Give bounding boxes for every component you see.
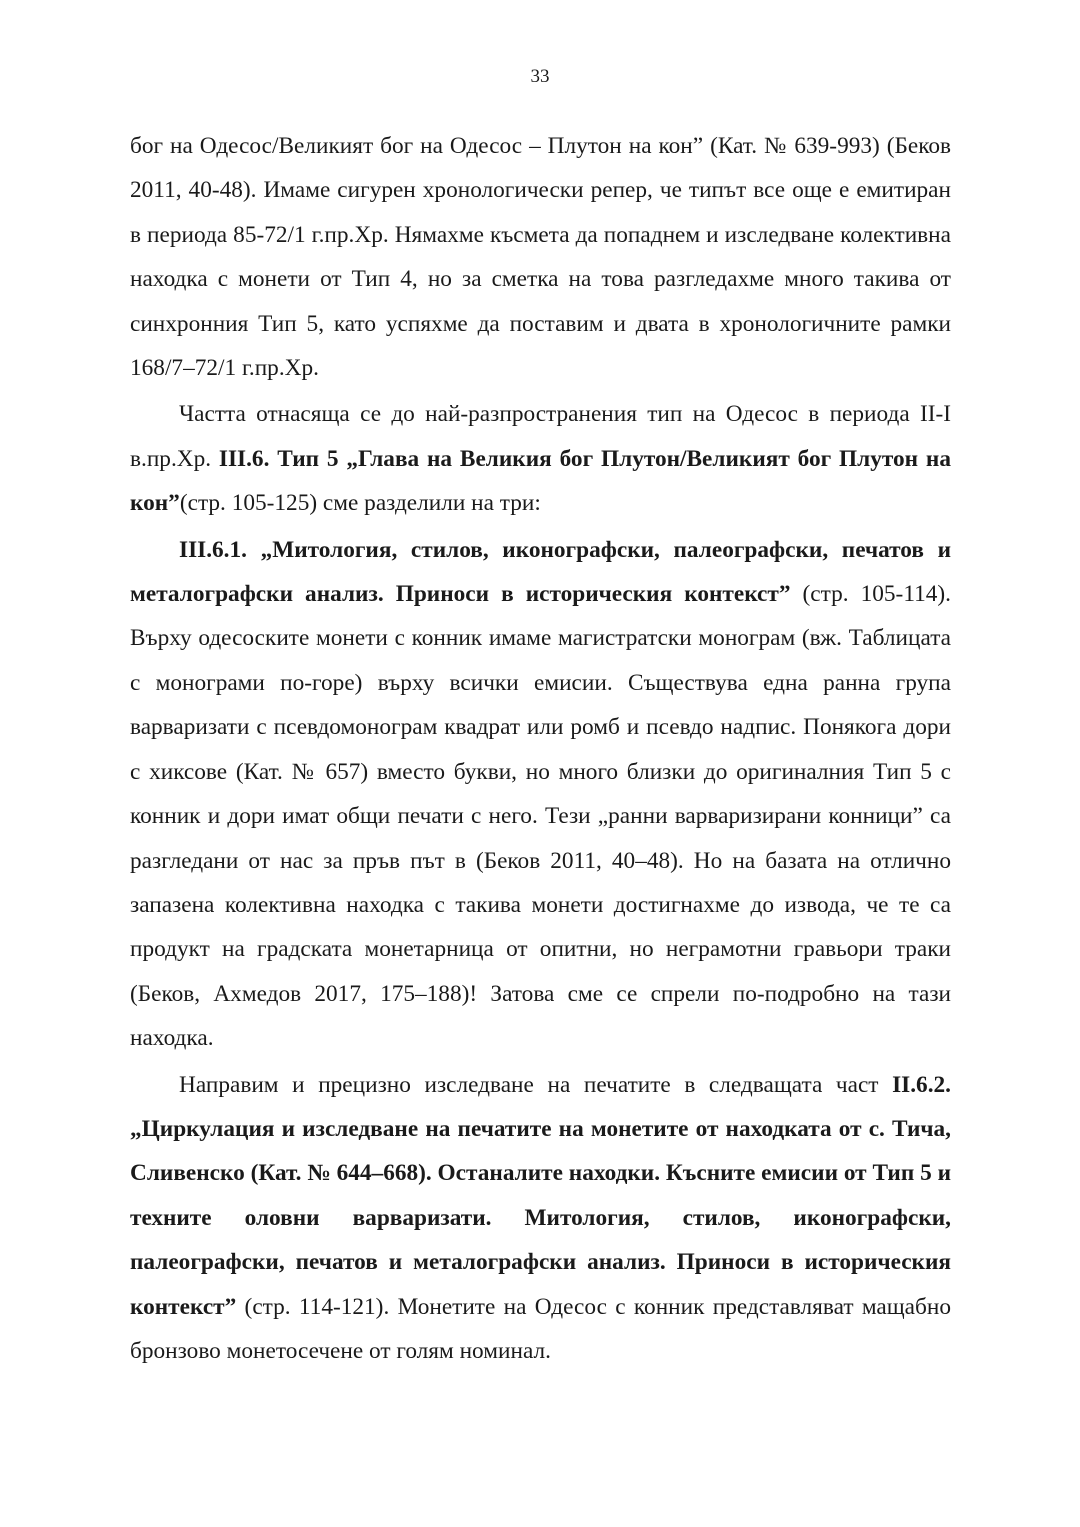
paragraph-3-heading: III.6.1. „Митология, стилов, иконографски, палеографски, печатов и металографски анализ. Приноси в историческия контекст” bbox=[130, 536, 951, 608]
paragraph-2-lead: Частта отнасяща се до най-разпространения тип на Одесос в периода II-I в.пр.Хр. bbox=[130, 401, 951, 472]
paragraph-4-tail: (стр. 114-121). Монетите на Одесос с конник представляват мащабно бронзово монетосечене от голям номинал. bbox=[130, 1293, 951, 1364]
paragraph-1 bbox=[130, 124, 951, 390]
page-number: 33 bbox=[530, 66, 550, 87]
paragraph-4 bbox=[130, 1063, 951, 1374]
paragraph-2 bbox=[130, 392, 951, 525]
paragraph-2-heading: III.6. Тип 5 „Глава на Великия бог Плутон/Великият бог Плутон на кон” bbox=[130, 445, 951, 517]
paragraph-4-heading: II.6.2. „Циркулация и изследване на печатите на монетите от находката от с. Тича, Сливенско (Кат. № 644–668). Останалите находки. Късните емисии от Тип 5 и техните оловни варваризати. Митология, стилов, иконографски, палеографски, печатов и металографски анализ. Приноси в историческия контекст” bbox=[130, 1071, 951, 1320]
paragraph-3 bbox=[130, 528, 951, 1061]
paragraph-3-tail: (стр. 105-114). Върху одесоските монети с конник имаме магистратски монограм (вж. Таблицата с монограми по-горе) върху всички емисии. Съществува една ранна група варваризати с псевдомонограм квадрат или ромб и псевдо надпис. Понякога дори с хиксове (Кат. № 657) вместо букви, но много близки до оригиналния Тип 5 с конник и дори имат общи печати с него. Тези „ранни варваризирани конници” са разгледани от нас за пръв път в (Беков 2011, 40–48). Но на базата на отлично запазена колективна находка с такива монети достигнахме до извода, че те са продукт на градската монетарница от опитни, но неграмотни гравьори траки (Беков, Ахмедов 2017, 175–188)! Затова сме се спрели по-подробно на тази находка. bbox=[130, 581, 951, 1052]
paragraph-4-lead: Направим и прецизно изследване на печатите в следващата част bbox=[179, 1071, 893, 1098]
body-text bbox=[130, 124, 951, 1373]
paragraph-2-tail: (стр. 105-125) сме разделили на три: bbox=[179, 490, 541, 517]
paragraph-1-text: бог на Одесос/Великият бог на Одесос – Плутон на кон” (Кат. № 639-993) (Беков 2011, 40-48). Имаме сигурен хронологически репер, че типът все още е емитиран в периода 85-72/1 г.пр.Хр. Нямахме късмета да попаднем и изследване колективна находка с монети от Тип 4, но за сметка на това разгледахме много такива от синхронния Тип 5, като успяхме да поставим и двата в хронологичните рамки 168/7–72/1 г.пр.Хр. bbox=[130, 133, 951, 382]
